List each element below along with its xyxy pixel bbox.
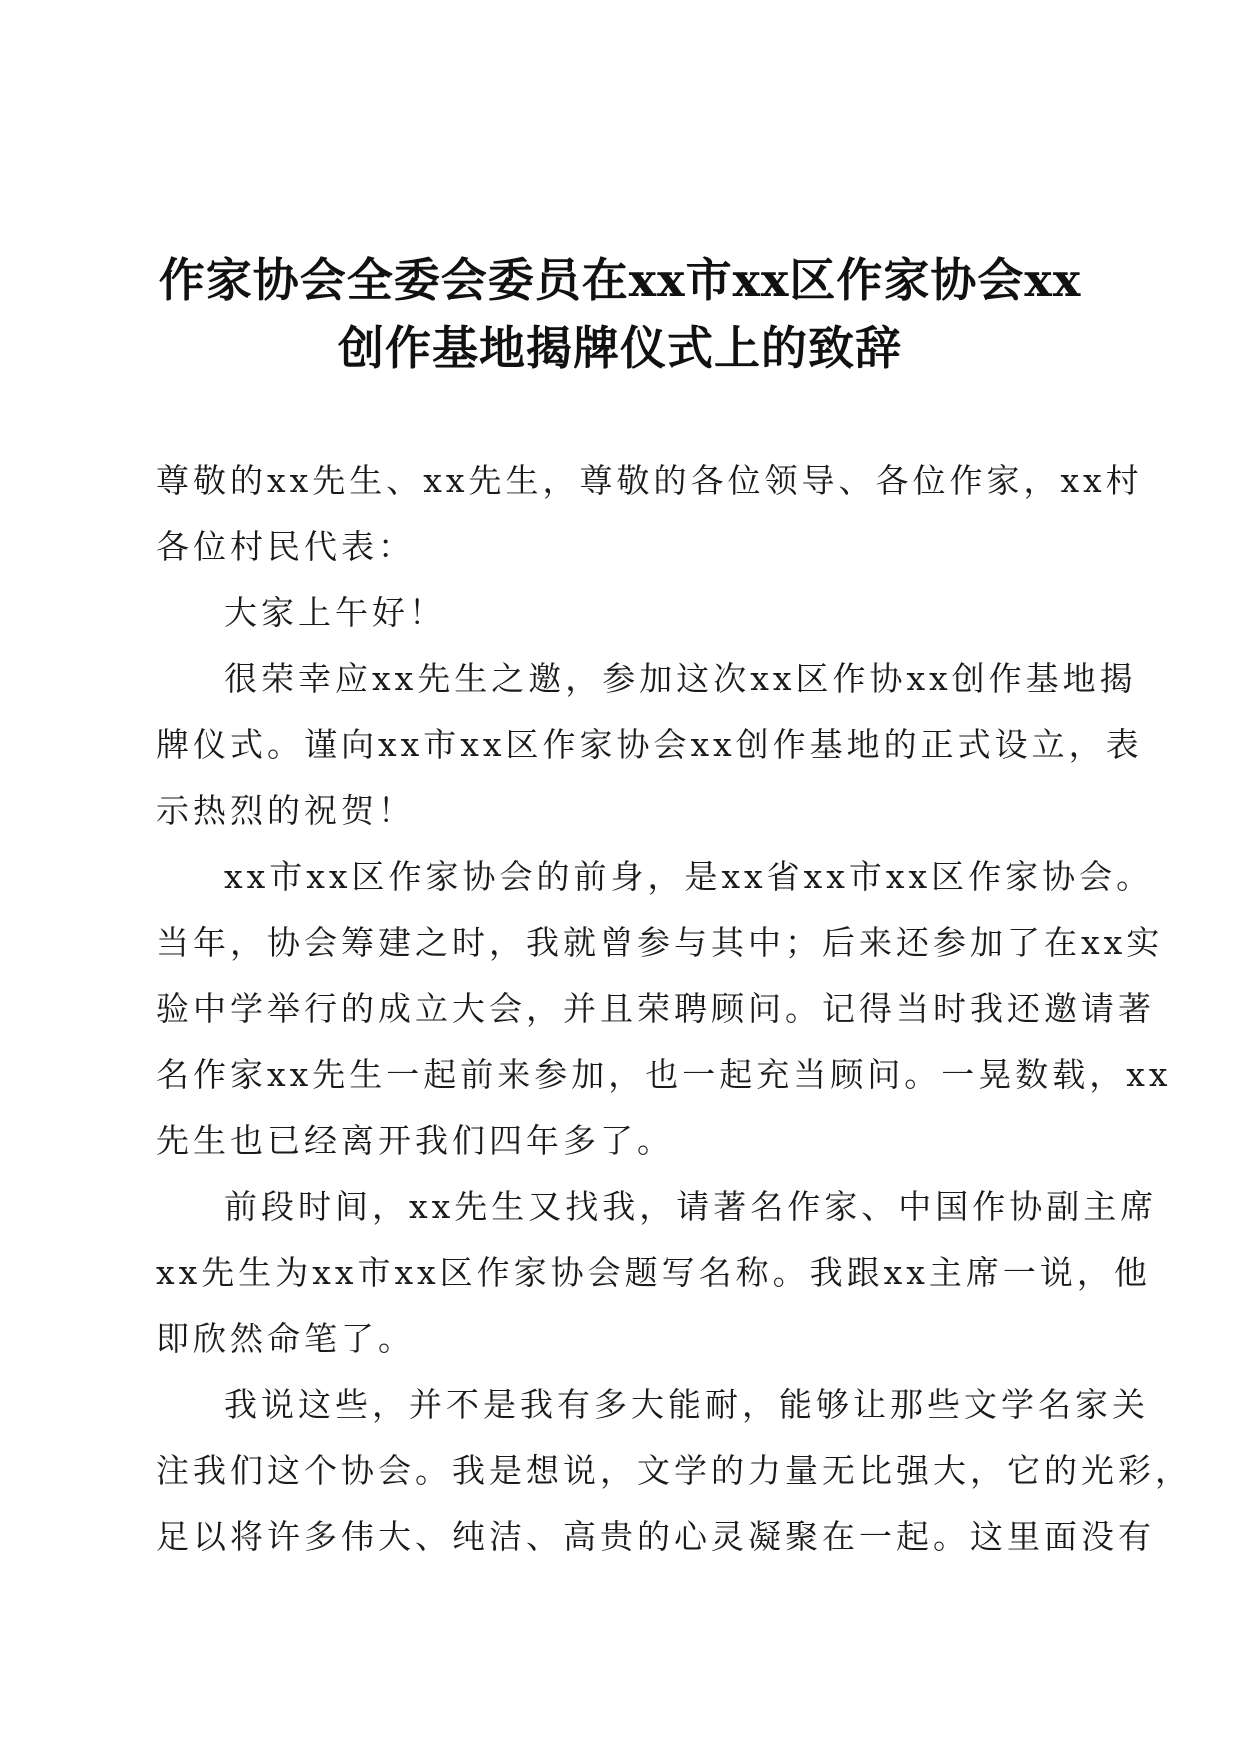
text-line: xx先生为xx市xx区作家协会题写名称。我跟xx主席一说，他 (156, 1253, 1151, 1292)
text-line: 当年，协会筹建之时，我就曾参与其中；后来还参加了在xx实 (156, 923, 1164, 962)
greeting-paragraph (156, 580, 1088, 646)
text-line: 注我们这个协会。我是想说，文学的力量无比强大，它的光彩， (156, 1451, 1192, 1490)
title-line: 创作基地揭牌仪式上的致辞 (338, 321, 902, 375)
text-line: 牌仪式。谨向xx市xx区作家协会xx创作基地的正式设立，表 (156, 725, 1143, 764)
text-line: 即欣然命笔了。 (156, 1319, 415, 1358)
body-paragraph (156, 1372, 1192, 1570)
text-line: 大家上午好！ (224, 593, 446, 632)
body-paragraph (156, 646, 1143, 844)
text-line: 示热烈的祝贺！ (156, 791, 415, 830)
document-title (150, 246, 1090, 382)
text-line: 前段时间，xx先生又找我，请著名作家、中国作协副主席 (224, 1187, 1158, 1226)
text-line: 名作家xx先生一起前来参加，也一起充当顾问。一晃数载，xx (156, 1055, 1172, 1094)
document-body (156, 448, 1192, 1570)
text-line: xx市xx区作家协会的前身，是xx省xx市xx区作家协会。 (224, 857, 1154, 896)
body-paragraph (156, 844, 1172, 1174)
title-line: 作家协会全委会委员在xx市xx区作家协会xx (158, 253, 1082, 307)
body-paragraph (156, 1174, 1158, 1372)
text-line: 先生也已经离开我们四年多了。 (156, 1121, 674, 1160)
text-line: 各位村民代表： (156, 527, 415, 566)
text-line: 我说这些，并不是我有多大能耐，能够让那些文学名家关 (224, 1385, 1149, 1424)
text-line: 尊敬的xx先生、xx先生，尊敬的各位领导、各位作家，xx村 (156, 461, 1143, 500)
text-line: 很荣幸应xx先生之邀，参加这次xx区作协xx创作基地揭 (224, 659, 1137, 698)
text-line: 验中学举行的成立大会，并且荣聘顾问。记得当时我还邀请著 (156, 989, 1155, 1028)
text-line: 足以将许多伟大、纯洁、高贵的心灵凝聚在一起。这里面没有 (156, 1517, 1155, 1556)
salutation-paragraph (156, 448, 1143, 580)
